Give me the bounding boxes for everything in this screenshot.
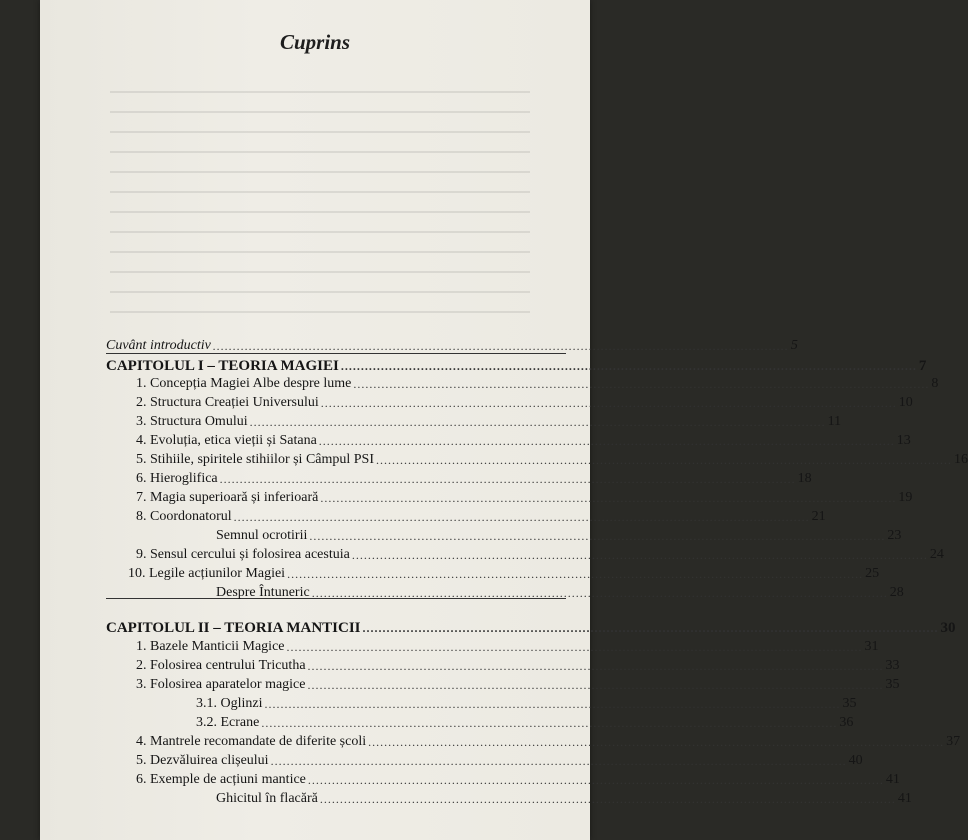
- toc-entry: 10. Legile acțiunilor Magiei ................................................................................................................................................ 25: [128, 566, 880, 581]
- toc-entry: Cuvânt introductiv ................................................................................................................................................ 5: [106, 338, 798, 353]
- toc-entry-label: 3.2. Ecrane: [196, 715, 260, 730]
- toc-entry-page: 25: [865, 566, 880, 581]
- toc-entry-page: 5: [790, 338, 798, 353]
- toc-entry: 3.1. Oglinzi ................................................................................................................................................ 35: [196, 696, 857, 711]
- toc-entry: 3. Structura Omului ................................................................................................................................................ 11: [136, 414, 842, 429]
- toc-entry-page: 11: [827, 414, 842, 429]
- toc-entry-label: 6. Hieroglifica: [136, 471, 218, 486]
- toc-entry-label: 5. Dezvăluirea clișeului: [136, 753, 269, 768]
- toc-entry-page: 19: [898, 490, 913, 505]
- toc-entry: Ghicitul în flacără ................................................................................................................................................ 41: [216, 791, 912, 806]
- toc-entry-label: 8. Coordonatorul: [136, 509, 232, 524]
- toc-entry-label: 9. Sensul cercului și folosirea acestuia: [136, 547, 350, 562]
- toc-entry: 4. Evoluția, etica vieții și Satana ................................................................................................................................................ 13: [136, 433, 911, 448]
- toc-entry-page: 16: [954, 452, 968, 467]
- toc-entry-label: 2. Folosirea centrului Tricutha: [136, 658, 306, 673]
- toc-entry: Semnul ocrotirii ................................................................................................................................................ 23: [216, 528, 902, 543]
- toc-entry: 4. Mantrele recomandate de diferite școli ................................................................................................................................................ 37: [136, 734, 961, 749]
- toc-entry-page: 37: [946, 734, 961, 749]
- toc-chapter: CAPITOLUL II – TEORIA MANTICII ................................................................................................................................................ 30: [106, 620, 956, 636]
- toc-entry: 3. Folosirea aparatelor magice ................................................................................................................................................ 35: [136, 677, 900, 692]
- toc-entry-label: Ghicitul în flacără: [216, 791, 318, 806]
- toc-entry: 2. Folosirea centrului Tricutha ................................................................................................................................................ 33: [136, 658, 900, 673]
- toc-entry-label: Despre Întuneric: [216, 585, 310, 600]
- toc-entry-page: 7: [918, 358, 927, 374]
- toc-entry-label: 6. Exemple de acțiuni mantice: [136, 772, 306, 787]
- toc-entry-page: 35: [842, 696, 857, 711]
- toc-entry-label: 1. Bazele Manticii Magice: [136, 639, 285, 654]
- toc-entry-page: 24: [929, 547, 944, 562]
- toc-entry-label: CAPITOLUL II – TEORIA MANTICII: [106, 620, 361, 636]
- toc-entry-label: 5. Stihiile, spiritele stihiilor și Câmpul PSI: [136, 452, 375, 467]
- toc-entry-page: 10: [898, 395, 913, 410]
- toc-entry-page: 41: [885, 772, 900, 787]
- toc-entry: 5. Stihiile, spiritele stihiilor și Câmpul PSI ................................................................................................................................................ 16: [136, 452, 968, 467]
- toc-entry-label: 1. Concepția Magiei Albe despre lume: [136, 376, 352, 391]
- toc-entry-label: 4. Mantrele recomandate de diferite școli: [136, 734, 367, 749]
- toc-entry: 6. Exemple de acțiuni mantice ................................................................................................................................................ 41: [136, 772, 900, 787]
- toc-entry-page: 35: [885, 677, 900, 692]
- toc-entry-page: 8: [931, 376, 939, 391]
- toc-entry-page: 33: [885, 658, 900, 673]
- toc-entry: 6. Hieroglifica ................................................................................................................................................ 18: [136, 471, 812, 486]
- toc-entry: 7. Magia superioară și inferioară ................................................................................................................................................ 19: [136, 490, 913, 505]
- toc-entry: Despre Întuneric ................................................................................................................................................ 28: [216, 585, 904, 600]
- toc-entry-label: Semnul ocrotirii: [216, 528, 308, 543]
- toc-entry: 1. Bazele Manticii Magice ................................................................................................................................................ 31: [136, 639, 879, 654]
- toc-entry-label: CAPITOLUL I – TEORIA MAGIEI: [106, 358, 339, 374]
- toc-entry-label: 4. Evoluția, etica vieții și Satana: [136, 433, 317, 448]
- toc-chapter: CAPITOLUL I – TEORIA MAGIEI ................................................................................................................................................ 7: [106, 358, 927, 374]
- toc-entry-label: 7. Magia superioară și inferioară: [136, 490, 319, 505]
- toc-entry-page: 13: [896, 433, 911, 448]
- toc-entry-page: 28: [889, 585, 904, 600]
- toc-entry-label: 10. Legile acțiunilor Magiei: [128, 566, 286, 581]
- toc-entry-page: 23: [887, 528, 902, 543]
- toc-entry-page: 41: [897, 791, 912, 806]
- page-title: Cuprins: [279, 30, 351, 54]
- toc-entry-page: 18: [797, 471, 812, 486]
- toc-entry-page: 21: [811, 509, 826, 524]
- toc-entry: 1. Concepția Magiei Albe despre lume ................................................................................................................................................ 8: [136, 376, 939, 391]
- toc-entry-label: Cuvânt introductiv: [106, 338, 211, 353]
- toc-entry-page: 31: [864, 639, 879, 654]
- toc-entry-page: 30: [940, 620, 956, 636]
- toc-entry: 9. Sensul cercului și folosirea acestuia ................................................................................................................................................ 24: [136, 547, 944, 562]
- toc-entry-label: 3.1. Oglinzi: [196, 696, 263, 711]
- book-page: [40, 0, 968, 840]
- toc-entry: 2. Structura Creației Universului ................................................................................................................................................ 10: [136, 395, 913, 410]
- toc-entry-page: 36: [839, 715, 854, 730]
- toc-entry: 8. Coordonatorul ................................................................................................................................................ 21: [136, 509, 826, 524]
- toc-entry: 5. Dezvăluirea clișeului ................................................................................................................................................ 40: [136, 753, 863, 768]
- toc-entry-label: 3. Folosirea aparatelor magice: [136, 677, 306, 692]
- table-of-contents: [40, 0, 968, 840]
- toc-entry-label: 2. Structura Creației Universului: [136, 395, 319, 410]
- toc-entry: 3.2. Ecrane ................................................................................................................................................ 36: [196, 715, 854, 730]
- toc-entry-page: 40: [848, 753, 863, 768]
- toc-entry-label: 3. Structura Omului: [136, 414, 248, 429]
